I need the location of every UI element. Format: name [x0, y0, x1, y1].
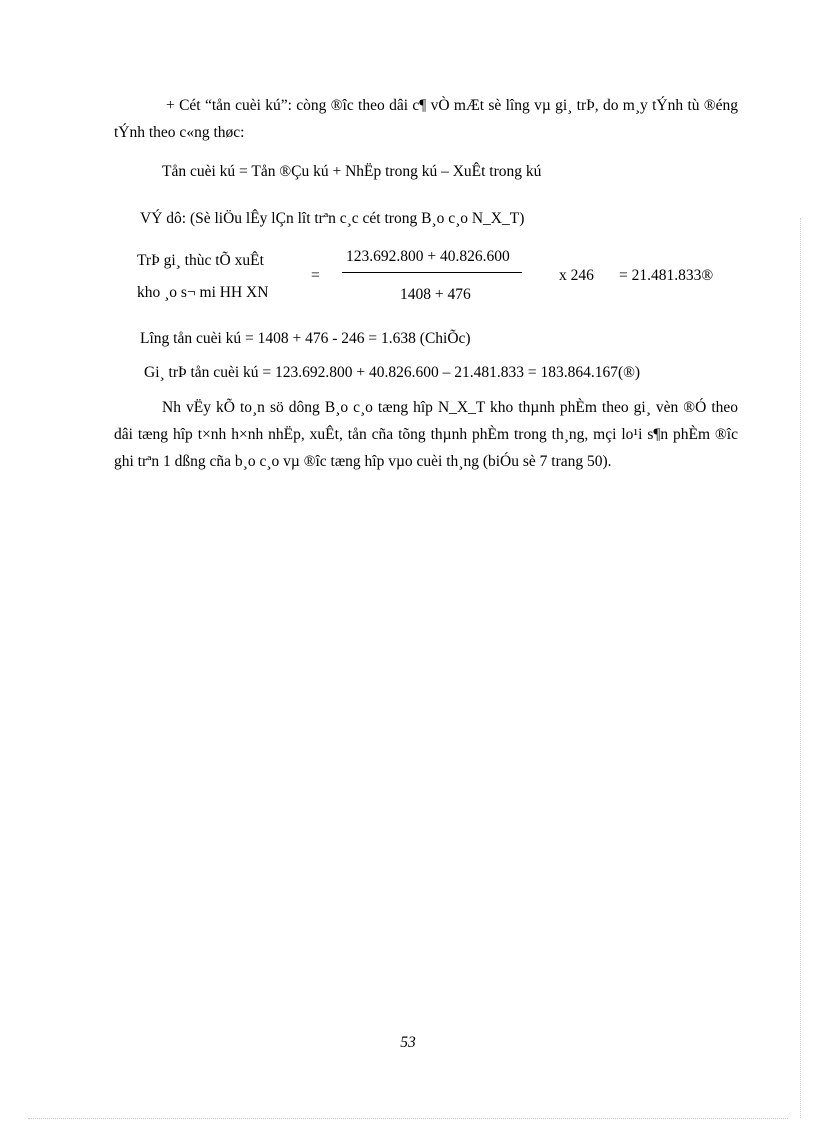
footer-divider: [28, 1118, 788, 1119]
right-margin-guide: [800, 218, 801, 1118]
fraction-bar: [342, 272, 522, 273]
example-intro: VÝ dô: (Sè liÖu lÊy lÇn lît trªn c¸c cét trong B¸o c¸o N_X_T): [140, 210, 525, 227]
closing-stock-formula: Tån cuèi kú = Tån ®Çu kú + NhËp trong kú – XuÊt trong kú: [162, 163, 542, 180]
closing-quantity-line: Lîng tån cuèi kú = 1408 + 476 - 246 = 1.638 (ChiÕc): [140, 330, 471, 347]
calc-denominator: 1408 + 476: [400, 286, 471, 303]
calc-equals-sign: =: [311, 267, 320, 284]
page-number: 53: [400, 1034, 416, 1051]
calc-numerator: 123.692.800 + 40.826.600: [346, 248, 510, 265]
calc-result: = 21.481.833®: [619, 267, 714, 284]
closing-value-line: Gi¸ trÞ tån cuèi kú = 123.692.800 + 40.826.600 – 21.481.833 = 183.864.167(®): [144, 364, 641, 381]
paragraph-closing-stock-column: + Cét “tån cuèi kú”: còng ®îc theo dâi c¶ vÒ mÆt sè lîng vµ gi¸ trÞ, do m¸y tÝnh tù ®éng tÝnh theo c«ng thøc:: [114, 97, 738, 141]
paragraph-nxt-report-summary: Nh vËy kÕ to¸n sö dông B¸o c¸o tæng hîp N_X_T kho thµnh phÈm theo gi¸ vèn ®Ó theo dâi tæng hîp t×nh h×nh nhËp, xuÊt, tån cña tõng thµnh phÈm trong th¸ng, mçi lo¹i s¶n phÈm ®îc ghi trªn 1 dßng cña b¸o c¸o vµ ®îc tæng hîp vµo cuèi th¸ng (biÓu sè 7 trang 50).: [114, 399, 738, 470]
calc-multiplier: x 246: [559, 267, 594, 284]
calc-label-line1: TrÞ gi¸ thùc tÕ xuÊt: [137, 252, 264, 269]
calc-label-line2: kho ¸o s¬ mi HH XN: [137, 284, 269, 301]
